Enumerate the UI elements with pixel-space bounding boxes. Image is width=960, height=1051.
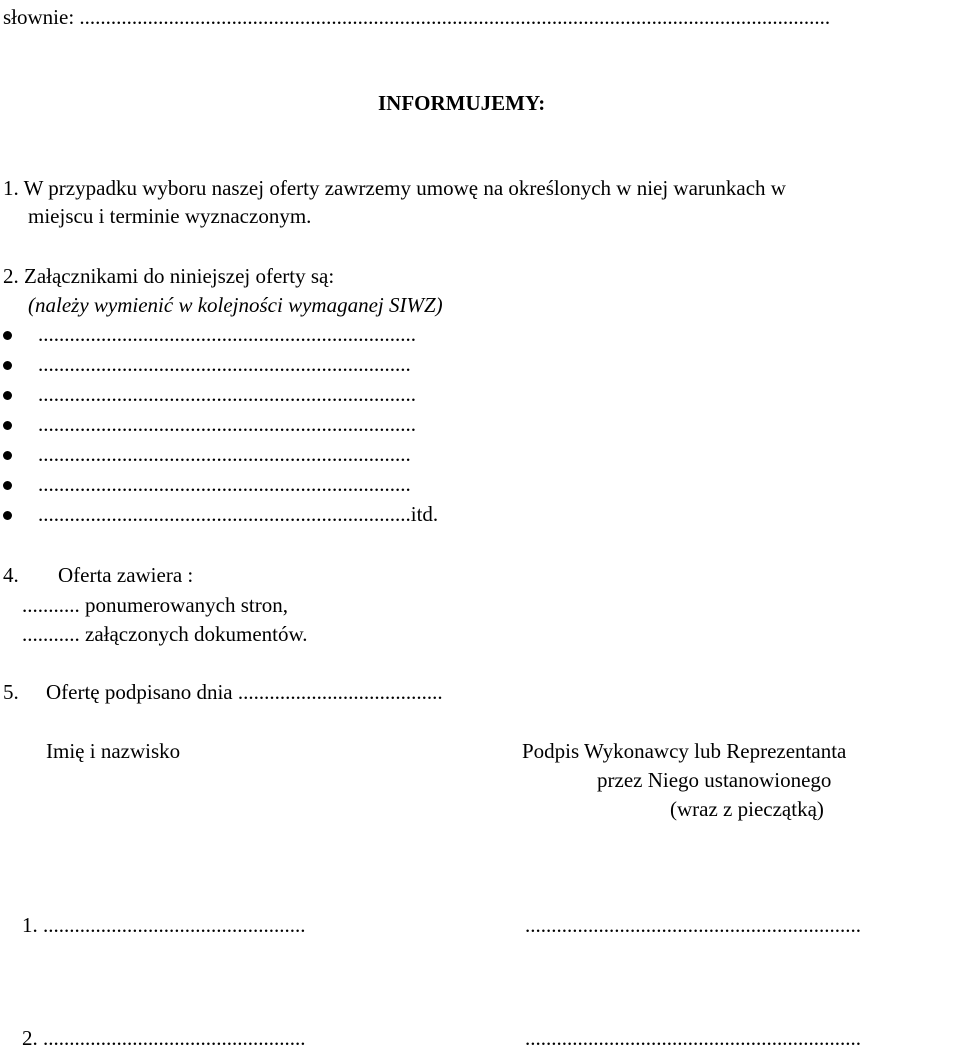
bullet-icon (3, 331, 12, 340)
signature-label-line1: Podpis Wykonawcy lub Reprezentanta (522, 739, 847, 763)
item2-line1: 2. Załącznikami do niniejszej oferty są: (3, 264, 335, 288)
signature-row-signature: ................................................................ (525, 1026, 861, 1050)
section-title: INFORMUJEMY: (378, 91, 546, 115)
bullet-icon (3, 391, 12, 400)
item2-instruction: (należy wymienić w kolejności wymaganej SIWZ) (28, 293, 443, 317)
signature-row-signature: ................................................................ (525, 913, 861, 937)
list-item-text: ........................................................................ (38, 322, 416, 346)
list-item-text: ....................................................................... (38, 472, 411, 496)
item5-label: Ofertę podpisano dnia ....................................... (46, 680, 443, 704)
amount-in-words-dots: ............................................................................................................................................... (79, 5, 831, 29)
item4-documents-count: ........... załączonych dokumentów. (22, 622, 308, 646)
bullet-icon (3, 451, 12, 460)
amount-in-words-label: słownie: (3, 5, 80, 29)
item5-number: 5. (3, 680, 19, 704)
item4-pages-count: ........... ponumerowanych stron, (22, 593, 288, 617)
list-item-text: ....................................................................... (38, 442, 411, 466)
signature-row-name: 1. .................................................. (22, 913, 306, 937)
list-item-text: .......................................................................itd. (38, 502, 439, 526)
bullet-icon (3, 481, 12, 490)
item4-label: Oferta zawiera : (58, 563, 194, 587)
bullet-icon (3, 421, 12, 430)
item1-line2: miejscu i terminie wyznaczonym. (28, 204, 312, 228)
list-item-text: ........................................................................ (38, 412, 416, 436)
item4-number: 4. (3, 563, 19, 587)
bullet-icon (3, 361, 12, 370)
signature-row-name: 2. .................................................. (22, 1026, 306, 1050)
signature-label-line3: (wraz z pieczątką) (670, 797, 824, 821)
name-label: Imię i nazwisko (46, 739, 181, 763)
list-item-text: ....................................................................... (38, 352, 411, 376)
list-item-text: ........................................................................ (38, 382, 416, 406)
bullet-icon (3, 511, 12, 520)
signature-label-line2: przez Niego ustanowionego (597, 768, 832, 792)
amount-in-words-line (3, 4, 958, 30)
item1-line1: 1. W przypadku wyboru naszej oferty zawrzemy umowę na określonych w niej warunkach w (3, 176, 786, 200)
